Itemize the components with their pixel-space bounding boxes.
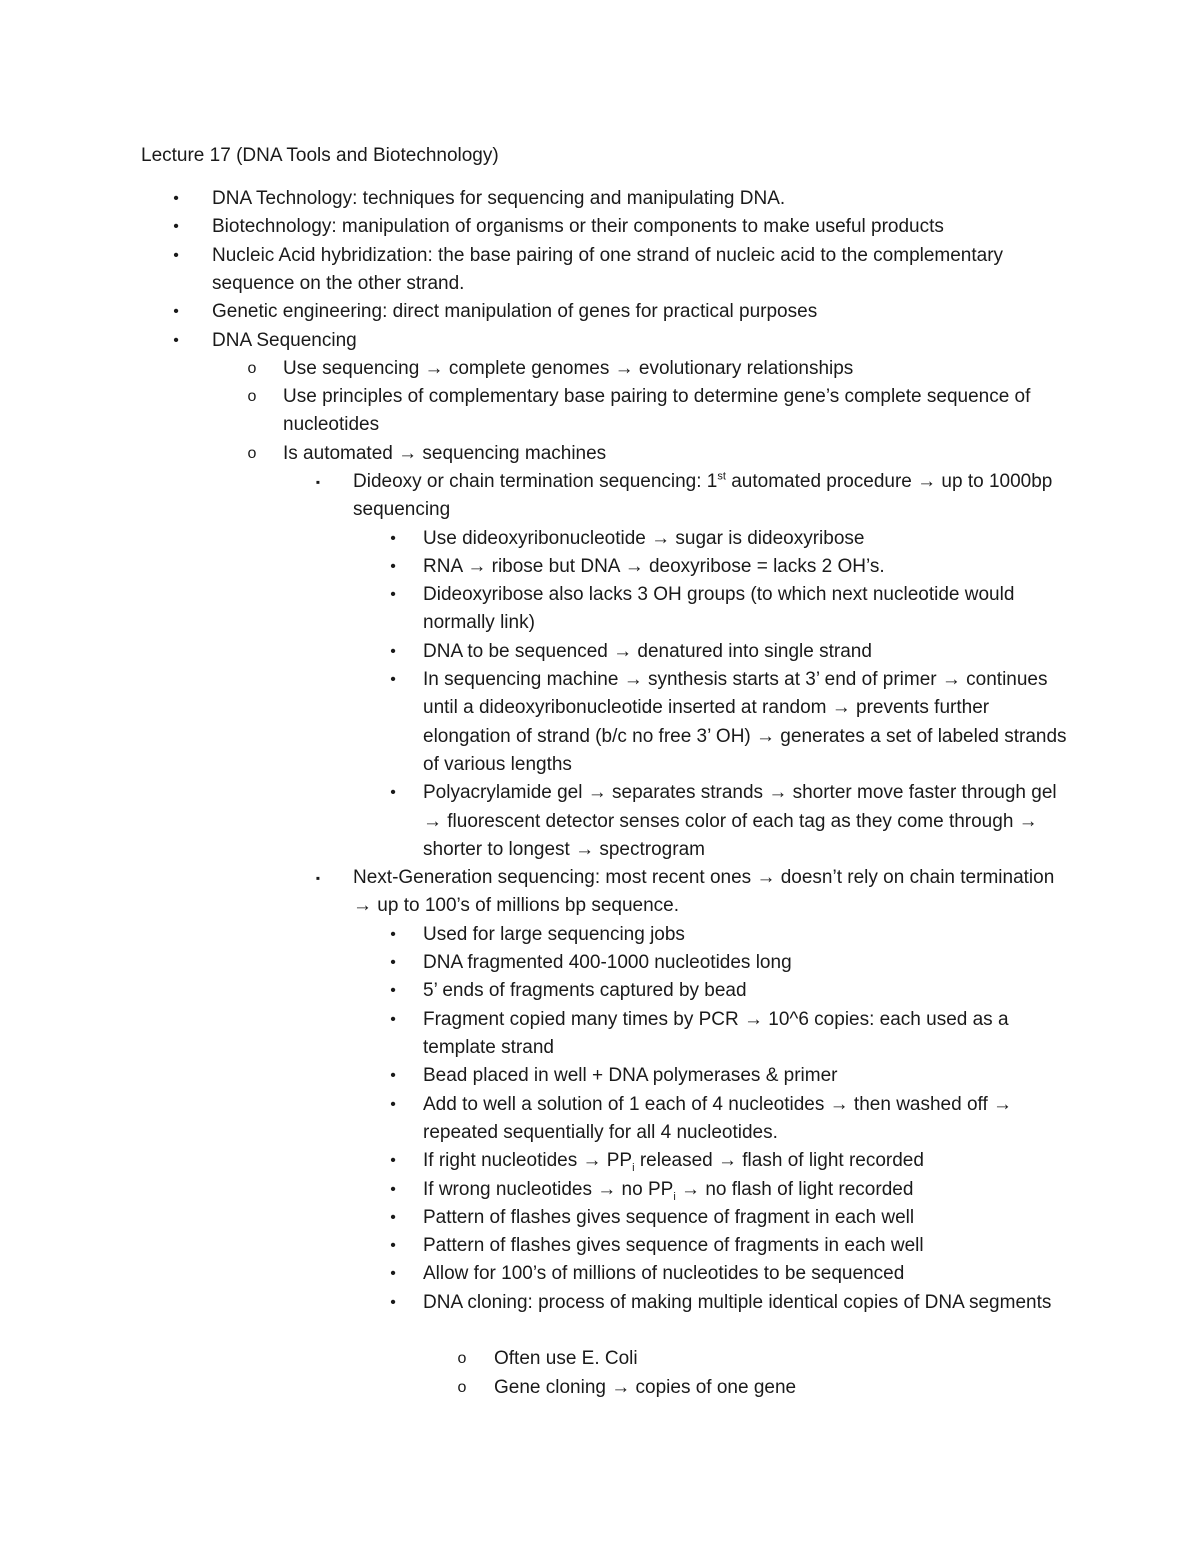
list-marker: ▪ xyxy=(315,871,321,886)
list-marker: o xyxy=(457,1350,467,1368)
list-item-text: Pattern of flashes gives sequence of fragment in each well xyxy=(423,1206,915,1228)
list-item-text: Use sequencing → complete genomes → evolutionary relationships xyxy=(283,357,854,379)
list-item-text: DNA Sequencing xyxy=(212,329,357,351)
list-item xyxy=(387,779,1073,864)
list-item xyxy=(170,185,1072,213)
list-item-text: Dideoxyribose also lacks 3 OH groups (to which next nucleotide would normally link) xyxy=(423,584,1015,634)
list-item xyxy=(246,440,1073,468)
list-item-text: Biotechnology: manipulation of organisms or their components to make useful products xyxy=(212,216,944,238)
list-item xyxy=(456,1374,1074,1402)
list-marker: • xyxy=(173,190,179,207)
list-item xyxy=(387,921,1073,949)
list-item xyxy=(387,949,1073,977)
list-item-text: Nucleic Acid hybridization: the base pairing of one strand of nucleic acid to the complementary sequence on the other strand. xyxy=(212,244,1004,294)
list-item xyxy=(387,1006,1073,1063)
list-item xyxy=(387,1232,1073,1260)
list-marker: o xyxy=(247,388,257,406)
list-item xyxy=(387,1091,1073,1148)
list-marker: o xyxy=(247,359,257,377)
list-marker: • xyxy=(390,529,396,547)
list-marker: • xyxy=(173,246,179,264)
list-item xyxy=(387,581,1073,638)
list-item-text: If right nucleotides → $PP_i$ released → flash of light recorded xyxy=(423,1150,924,1174)
list-marker: • xyxy=(390,1067,396,1085)
list-marker: • xyxy=(173,218,179,236)
list-item xyxy=(170,327,1072,355)
list-marker: • xyxy=(390,586,396,604)
list-item xyxy=(387,525,1073,553)
list-item-text: Genetic engineering: direct manipulation of genes for practical purposes xyxy=(212,301,818,323)
list-marker: • xyxy=(173,303,179,321)
list-marker: • xyxy=(390,1208,396,1226)
subscript: i xyxy=(673,1190,676,1203)
list-marker: • xyxy=(390,1095,396,1113)
list-item-text: Allow for 100’s of millions of nucleotides to be sequenced xyxy=(423,1263,905,1285)
list-marker: • xyxy=(173,331,179,349)
list-item-text: In sequencing machine → synthesis starts at 3’ end of primer → continues until a dideoxyribonucleotide inserted at random → prevents further elongation of strand (b/c no free 3’ OH) → generates a set of labeled strands of various lengths xyxy=(423,669,1067,775)
list-marker: ▪ xyxy=(315,475,321,489)
list-item-text: Fragment copied many times by PCR → 10^6 copies: each used as a template strand xyxy=(423,1008,1009,1058)
list-item-text: 5’ ends of fragments captured by bead xyxy=(423,980,747,1002)
list-marker: • xyxy=(390,557,396,575)
list-marker: • xyxy=(390,642,396,660)
list-item-text: Use dideoxyribonucleotide → sugar is dideoxyribose xyxy=(423,527,865,549)
list-item-text: If wrong nucleotides → no $PP_i$ → no flash of light recorded xyxy=(423,1178,914,1203)
list-item-text: DNA cloning: process of making multiple identical copies of DNA segments xyxy=(423,1291,1052,1313)
list-item xyxy=(387,1204,1073,1232)
list-item-text: Dideoxy or chain termination sequencing: 1st automated procedure → up to 1000bp sequencing xyxy=(353,470,1053,521)
list-item xyxy=(170,213,1072,241)
list-item-text: RNA → ribose but DNA → deoxyribose = lacks 2 OH’s. xyxy=(423,555,885,577)
list-marker: • xyxy=(390,1265,396,1283)
superscript: st xyxy=(717,470,726,483)
list-item-text: DNA to be sequenced → denatured into single strand xyxy=(423,640,872,662)
list-marker: o xyxy=(457,1378,467,1396)
list-marker: • xyxy=(390,1237,396,1255)
list-item xyxy=(387,1062,1073,1090)
list-item-text: Often use E. Coli xyxy=(494,1348,638,1370)
list-item xyxy=(170,298,1072,326)
list-item xyxy=(387,553,1073,581)
page-title: Lecture 17 (DNA Tools and Biotechnology) xyxy=(141,145,499,166)
list-item-text: DNA Technology: techniques for sequencing and manipulating DNA. xyxy=(212,188,786,209)
list-item xyxy=(246,355,1073,383)
list-item xyxy=(387,1147,1073,1175)
list-item-text: DNA fragmented 400-1000 nucleotides long xyxy=(423,952,792,974)
list-item xyxy=(387,638,1073,666)
list-item-text: Bead placed in well + DNA polymerases & primer xyxy=(423,1065,838,1087)
list-item xyxy=(387,1260,1073,1288)
list-marker: • xyxy=(390,982,396,1000)
list-item xyxy=(246,383,1073,440)
list-item-text: Polyacrylamide gel → separates strands → shorter move faster through gel → fluorescent detector senses color of each tag as they come through → shorter to longest → spectrogram xyxy=(423,782,1057,860)
list-item-text: Used for large sequencing jobs xyxy=(423,923,685,945)
list-item xyxy=(170,242,1072,299)
list-item xyxy=(387,1176,1073,1204)
list-item-text: Gene cloning → copies of one gene xyxy=(494,1376,797,1398)
list-marker: • xyxy=(390,925,396,943)
list-marker: • xyxy=(390,954,396,972)
list-item xyxy=(312,864,1073,921)
list-item xyxy=(312,468,1073,525)
list-item xyxy=(456,1345,1074,1373)
list-item xyxy=(387,977,1073,1005)
list-marker: • xyxy=(390,671,396,689)
list-marker: o xyxy=(247,444,257,462)
list-item-text: Add to well a solution of 1 each of 4 nucleotides → then washed off → repeated sequentially for all 4 nucleotides. xyxy=(423,1093,1013,1143)
list-marker: • xyxy=(390,1152,396,1170)
list-item xyxy=(387,666,1073,779)
list-item xyxy=(387,1289,1073,1317)
list-item-text: Next-Generation sequencing: most recent ones → doesn’t rely on chain termination → up to 100’s of millions bp sequence. xyxy=(353,867,1055,917)
list-marker: • xyxy=(390,1293,396,1311)
subscript: i xyxy=(632,1161,635,1174)
list-item-text: Pattern of flashes gives sequence of fragments in each well xyxy=(423,1235,924,1257)
list-item-text: Is automated → sequencing machines xyxy=(283,442,607,464)
list-marker: • xyxy=(390,784,396,802)
list-marker: • xyxy=(390,1010,396,1028)
list-marker: • xyxy=(390,1180,396,1198)
list-item-text: Use principles of complementary base pairing to determine gene’s complete sequence of nucleotides xyxy=(283,386,1031,436)
